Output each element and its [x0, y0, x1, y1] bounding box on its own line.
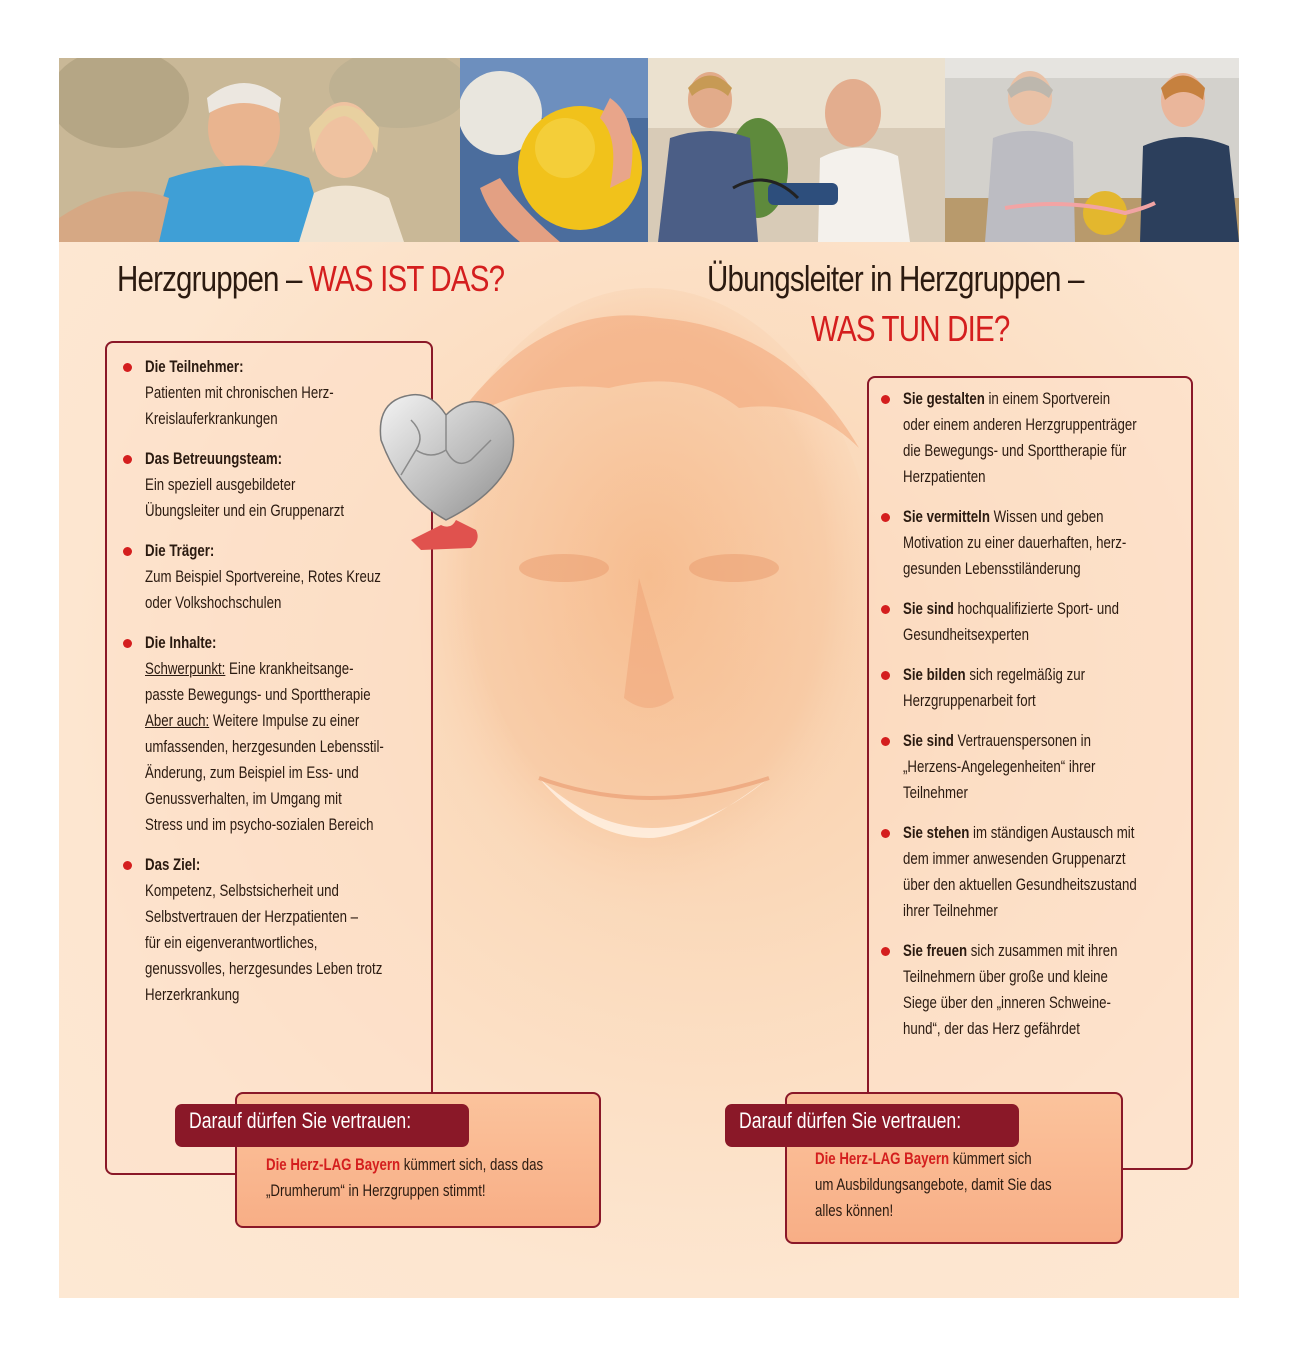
bullet-icon: [881, 395, 890, 404]
list-item: Die Träger: Zum Beispiel Sportvereine, Rotes Kreuz oder Volkshochschulen: [121, 538, 421, 616]
left-trust-text: Die Herz-LAG Bayern kümmert sich, dass das „Drumherum“ in Herzgruppen stimmt!: [266, 1155, 544, 1200]
bullet-icon: [881, 671, 890, 680]
ball-photo: [460, 58, 648, 242]
bullet-icon: [123, 363, 132, 372]
bullet-icon: [123, 861, 132, 870]
right-title-highlight: WAS TUN DIE?: [811, 308, 1010, 349]
list-item: Sie freuen sich zusammen mit ihren Teilnehmern über große und kleine Siege über den „inneren Schweine- hund“, der das Herz gefährdet: [879, 938, 1185, 1042]
list-item: Das Betreuungsteam: Ein speziell ausgebildeter Übungsleiter und ein Gruppenarzt: [121, 446, 421, 524]
bullet-icon: [123, 455, 132, 464]
bullet-icon: [881, 605, 890, 614]
bullet-icon: [881, 947, 890, 956]
bullet-icon: [123, 547, 132, 556]
left-title: Herzgruppen – WAS IST DAS?: [117, 258, 505, 299]
right-title: Übungsleiter in Herzgruppen –: [707, 258, 1084, 299]
exercise-photo: [945, 58, 1239, 242]
list-item: Sie vermitteln Wissen und geben Motivation zu einer dauerhaften, herz- gesunden Lebensstiländerung: [879, 504, 1185, 582]
bullet-icon: [881, 737, 890, 746]
blood-pressure-photo: [648, 58, 945, 242]
organization-name: Die Herz-LAG Bayern: [266, 1155, 401, 1174]
right-list: [879, 386, 1185, 1056]
bullet-icon: [881, 829, 890, 838]
right-trust-label: Darauf dürfen Sie vertrauen:: [725, 1104, 1019, 1147]
list-item: Sie stehen im ständigen Austausch mit dem immer anwesenden Gruppenarzt über den aktuellen Gesundheitszustand ihrer Teilnehmer: [879, 820, 1185, 924]
left-title-highlight: WAS IST DAS?: [309, 258, 505, 299]
list-item: Die Teilnehmer: Patienten mit chronischen Herz- Kreislauferkrankungen: [121, 354, 421, 432]
list-item: Die Inhalte: Schwerpunkt: Eine krankheitsange- passte Bewegungs- und Sporttherapie Aber auch: Weitere Impulse zu einer umfassenden, herzgesunden Lebensstil- Änderung, zum Beispiel im Ess- und Genussverhalten, im Umgang mit Stress und im psycho-sozialen Bereich: [121, 630, 421, 838]
list-item: Sie gestalten in einem Sportverein oder einem anderen Herzgruppenträger die Bewegungs- und Sporttherapie für Herzpatienten: [879, 386, 1185, 490]
organization-name: Die Herz-LAG Bayern: [815, 1149, 950, 1168]
bullet-icon: [123, 639, 132, 648]
list-item: Sie bilden sich regelmäßig zur Herzgruppenarbeit fort: [879, 662, 1185, 714]
couple-photo: [59, 58, 460, 242]
list-item: Das Ziel: Kompetenz, Selbstsicherheit und Selbstvertrauen der Herzpatienten – für ein eigenverantwortliches, genussvolles, herzgesundes Leben trotz Herzerkrankung: [121, 852, 421, 1008]
bullet-icon: [881, 513, 890, 522]
list-item: Sie sind hochqualifizierte Sport- und Gesundheitsexperten: [879, 596, 1185, 648]
left-trust-label: Darauf dürfen Sie vertrauen:: [175, 1104, 469, 1147]
brochure-page: [59, 58, 1239, 1298]
puzzle-heart-icon: [371, 380, 521, 555]
list-item: Sie sind Vertrauenspersonen in „Herzens-Angelegenheiten“ ihrer Teilnehmer: [879, 728, 1185, 806]
right-trust-text: Die Herz-LAG Bayern kümmert sich um Ausbildungsangebote, damit Sie das alles können!: [815, 1149, 1052, 1220]
